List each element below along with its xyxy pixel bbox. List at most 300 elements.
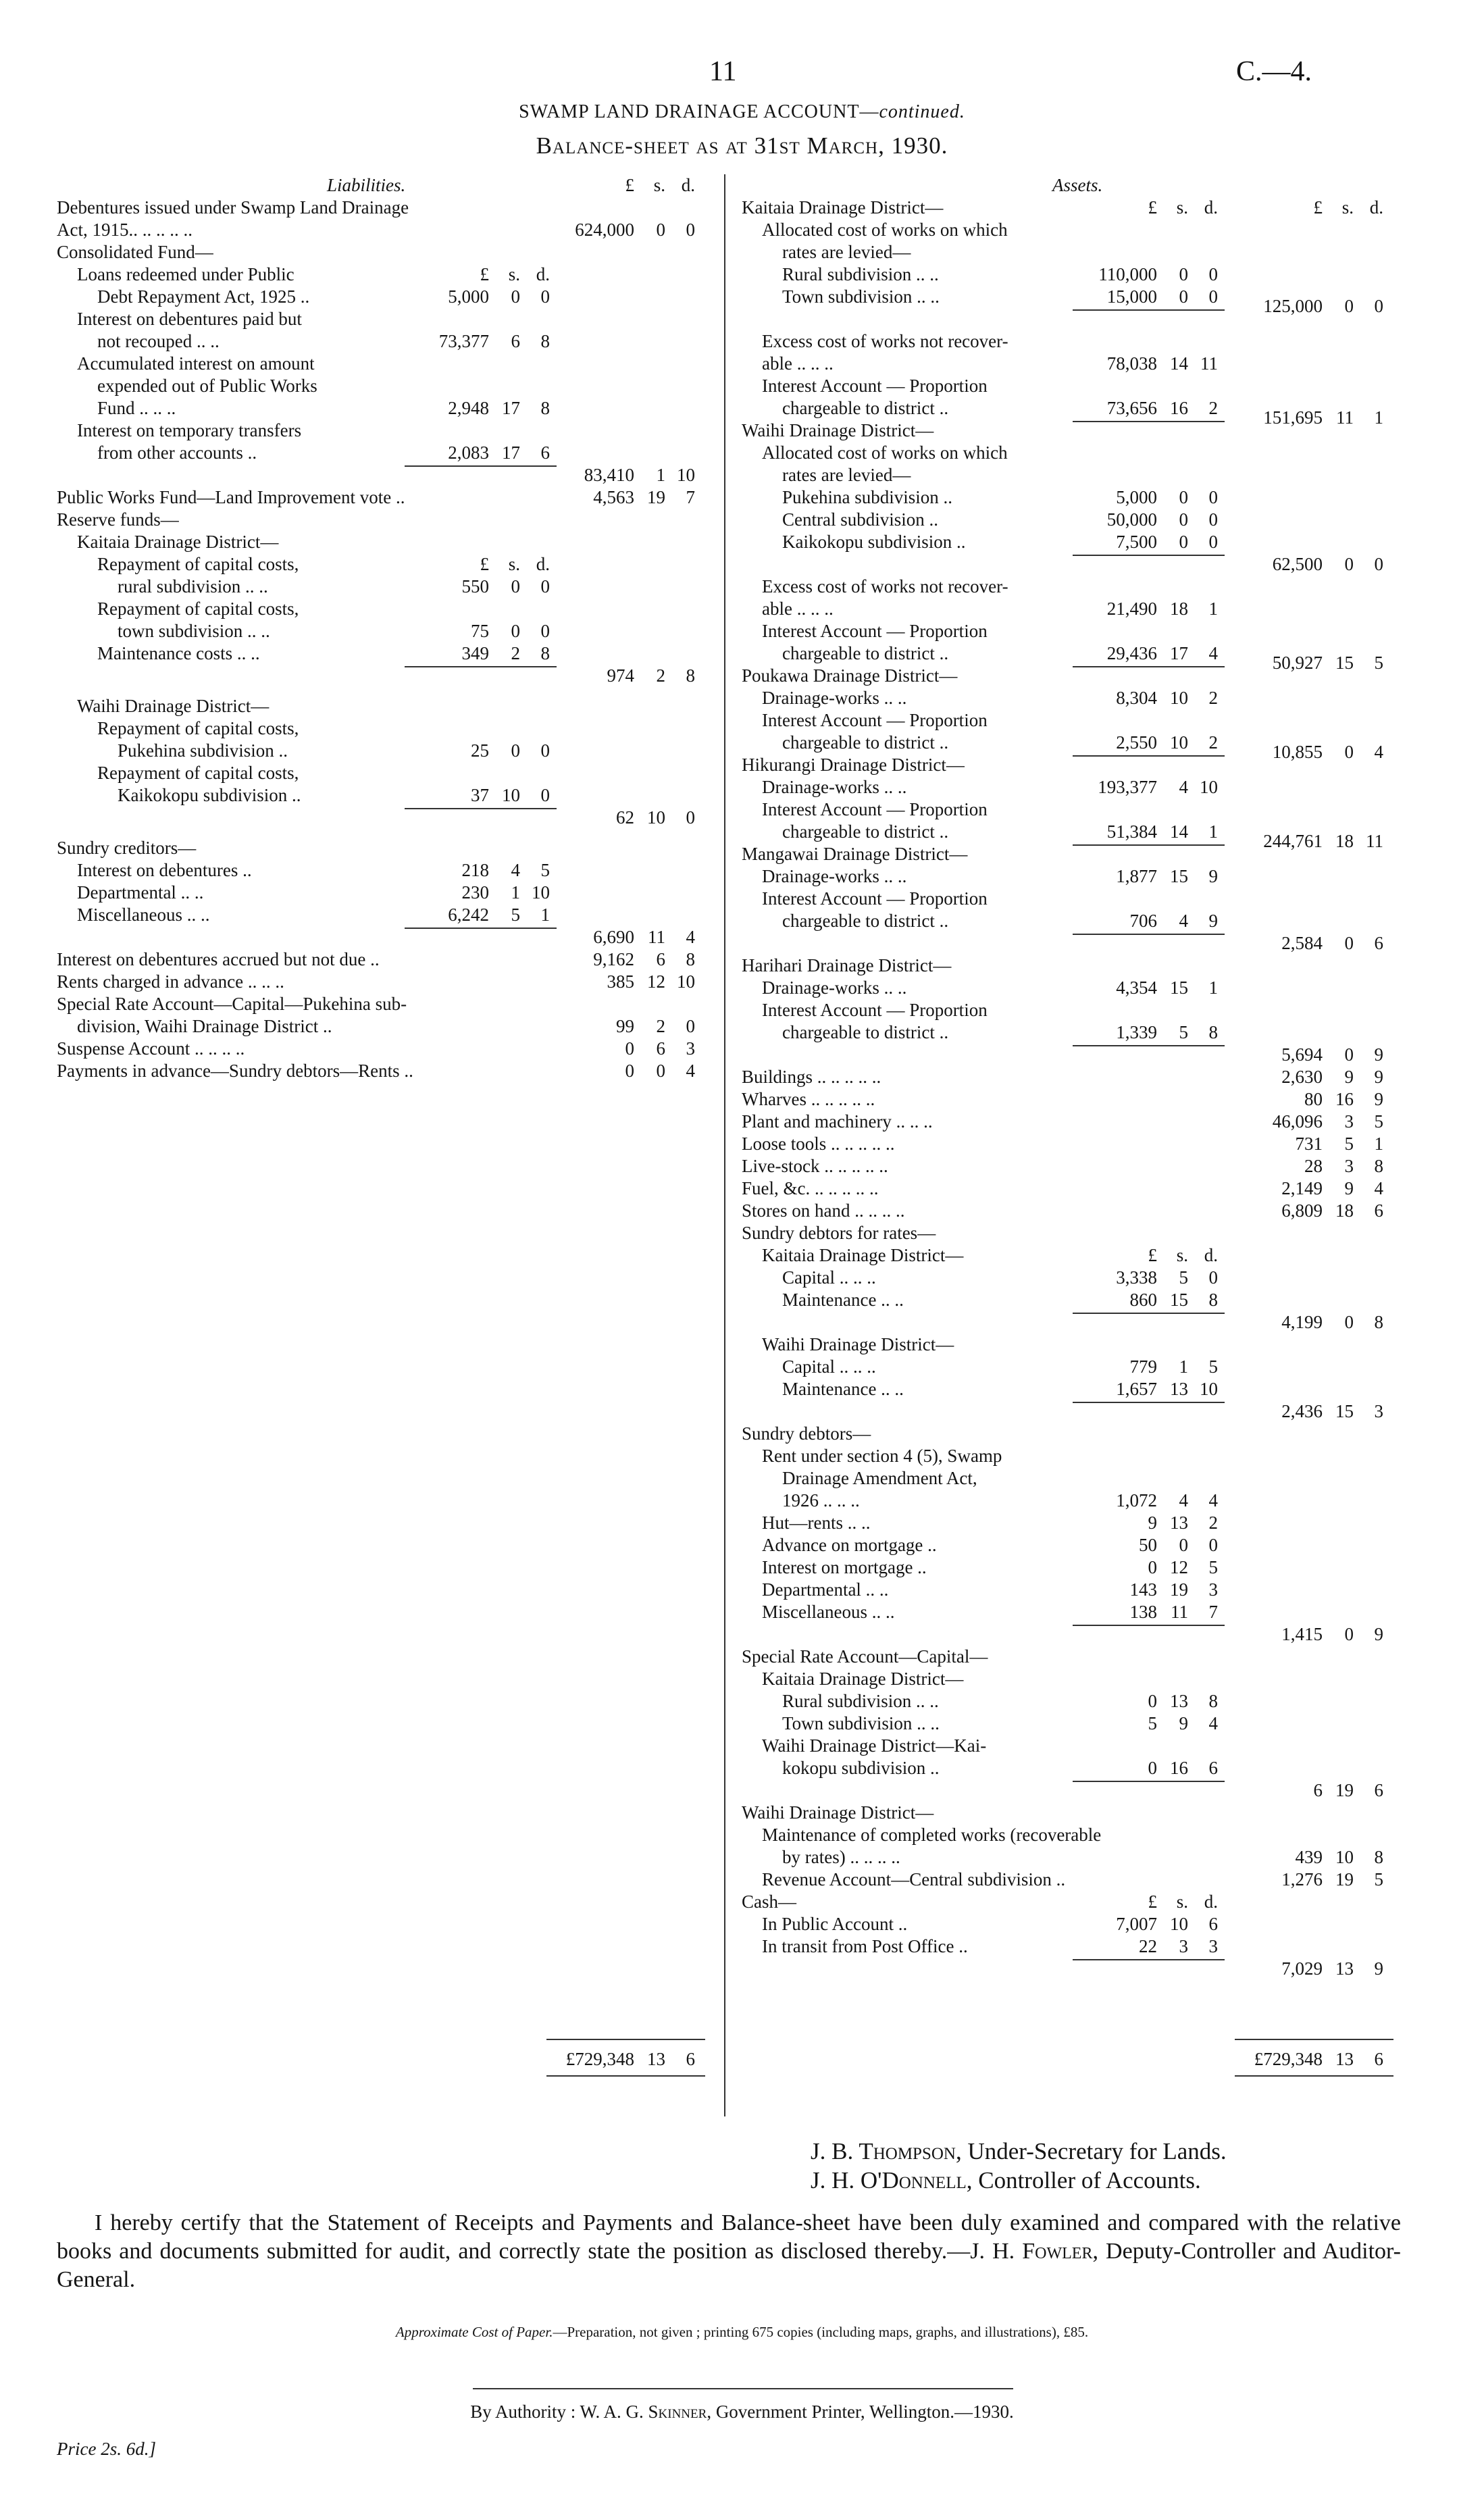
shillings-value: 12	[1170, 1557, 1188, 1577]
shillings-value: 6	[656, 1038, 665, 1059]
assets-label: chargeable to district ..	[782, 1022, 949, 1042]
pounds-value: 29,436	[1106, 643, 1157, 663]
assets-row	[742, 1869, 1410, 1891]
pounds-value: 99	[616, 1016, 634, 1036]
assets-label: Advance on mortgage ..	[762, 1535, 937, 1555]
pence-value: 2	[1208, 688, 1218, 708]
assets-label: kokopu subdivision ..	[782, 1758, 940, 1778]
liabilities-label: Miscellaneous .. ..	[77, 905, 210, 925]
liabilities-label: Rents charged in advance .. .. ..	[57, 971, 284, 992]
shillings-value: 11	[1336, 407, 1354, 428]
pounds-value: 50,927	[1272, 653, 1323, 673]
pence-value: 0	[686, 807, 695, 828]
pounds-value: £729,348	[1254, 2049, 1323, 2069]
liabilities-label: Payments in advance—Sundry debtors—Rents ..	[57, 1061, 413, 1081]
shillings-value: 13	[1335, 1958, 1354, 1979]
pounds-value: 2,083	[448, 442, 489, 463]
liabilities-label: Public Works Fund—Land Improvement vote ..	[57, 487, 405, 507]
liabilities-row	[57, 241, 709, 263]
shillings-value: 0	[511, 621, 520, 641]
pence-value: 4	[1208, 1713, 1218, 1733]
assets-row	[742, 576, 1410, 598]
shillings-value: 3	[1344, 1156, 1354, 1176]
shillings-value: 11	[648, 927, 665, 947]
assets-row	[742, 1088, 1410, 1111]
assets-row	[742, 263, 1410, 286]
pence-value: 11	[1200, 353, 1218, 374]
assets-row	[742, 1200, 1410, 1222]
pounds-value: 349	[461, 643, 489, 663]
assets-label: Drainage Amendment Act,	[782, 1468, 977, 1488]
shillings-value: 10	[1170, 1914, 1188, 1934]
liabilities-label: Repayment of capital costs,	[97, 718, 299, 738]
pounds-value: 0	[625, 1061, 634, 1081]
shillings-value: s.	[1341, 197, 1354, 218]
assets-label: Waihi Drainage District—	[742, 420, 934, 440]
assets-label: Maintenance .. ..	[782, 1290, 904, 1310]
pence-value: 3	[686, 1038, 695, 1059]
pounds-value: 0	[1148, 1691, 1157, 1711]
shillings-value: 0	[1179, 487, 1188, 507]
pence-value: 9	[1208, 866, 1218, 886]
shillings-value: 18	[1335, 1200, 1354, 1221]
liabilities-label: Act, 1915.. .. .. .. ..	[57, 220, 193, 240]
assets-label: Rent under section 4 (5), Swamp	[762, 1446, 1002, 1466]
assets-row	[742, 620, 1410, 642]
assets-row	[742, 732, 1410, 762]
assets-row	[742, 910, 1410, 932]
pounds-value: 50	[1139, 1535, 1157, 1555]
liabilities-label: Debentures issued under Swamp Land Drainage	[57, 197, 409, 218]
pence-value: 0	[686, 1016, 695, 1036]
pounds-value: 779	[1129, 1356, 1157, 1377]
pence-value: 8	[1208, 1290, 1218, 1310]
assets-row	[742, 509, 1410, 531]
assets-label: Town subdivision .. ..	[782, 1713, 940, 1733]
liabilities-row	[57, 837, 709, 859]
shillings-value: 1	[1179, 1356, 1188, 1377]
shillings-value: 15	[1170, 978, 1188, 998]
shillings-value: 0	[656, 1061, 665, 1081]
pence-value: 5	[1208, 1557, 1218, 1577]
liabilities-row	[57, 807, 709, 829]
assets-row	[742, 1133, 1410, 1155]
shillings-value: 19	[1335, 1869, 1354, 1889]
assets-label: Hikurangi Drainage District—	[742, 755, 965, 775]
liabilities-label: Repayment of capital costs,	[97, 763, 299, 783]
shillings-value: 9	[1344, 1178, 1354, 1198]
assets-label: Interest Account — Proportion	[762, 621, 988, 641]
pence-value: 9	[1374, 1624, 1383, 1644]
shillings-value: 0	[511, 286, 520, 307]
shillings-value: 2	[656, 665, 665, 686]
shillings-value: 16	[1335, 1089, 1354, 1109]
assets-row	[742, 1556, 1410, 1579]
pence-value: 0	[1208, 286, 1218, 307]
shillings-value: 4	[1179, 1490, 1188, 1511]
assets-total-row	[742, 2048, 1410, 2071]
total-rule	[1235, 2039, 1393, 2040]
assets-label: Allocated cost of works on which	[762, 442, 1008, 463]
pounds-value: 75	[471, 621, 489, 641]
shillings-value: 1	[511, 882, 520, 903]
assets-row	[742, 932, 1410, 955]
shillings-value: 13	[647, 2049, 665, 2069]
pence-value: d.	[1369, 197, 1383, 218]
pence-value: 0	[1208, 509, 1218, 530]
assets-row	[742, 464, 1410, 486]
shillings-value: 13	[1170, 1691, 1188, 1711]
pence-value: 9	[1208, 911, 1218, 931]
pounds-value: 0	[1148, 1758, 1157, 1778]
pounds-value: 21,490	[1106, 599, 1157, 619]
assets-row	[742, 1579, 1410, 1601]
liabilities-row	[57, 1038, 709, 1060]
assets-row	[742, 1356, 1410, 1378]
pence-value: 1	[540, 905, 550, 925]
liabilities-label: Interest on debentures paid but	[77, 309, 302, 329]
liabilities-row	[57, 784, 709, 807]
pence-value: 6	[1208, 1758, 1218, 1778]
assets-row	[742, 308, 1410, 330]
assets-row	[742, 1155, 1410, 1177]
liabilities-label: Debt Repayment Act, 1925 ..	[97, 286, 310, 307]
liabilities-label: Departmental .. ..	[77, 882, 204, 903]
assets-row	[742, 241, 1410, 263]
assets-row	[742, 286, 1410, 316]
assets-row	[742, 642, 1410, 673]
pounds-value: 4,563	[593, 487, 634, 507]
pence-value: 7	[1208, 1602, 1218, 1622]
pence-value: 8	[1374, 1156, 1383, 1176]
pounds-value: 78,038	[1106, 353, 1157, 374]
pounds-value: 974	[607, 665, 634, 686]
pence-value: 0	[1374, 554, 1383, 574]
pence-value: 0	[1208, 264, 1218, 284]
assets-row	[742, 1512, 1410, 1534]
liabilities-row	[57, 420, 709, 442]
shillings-value: 0	[1179, 509, 1188, 530]
liabilities-row	[57, 286, 709, 308]
pounds-value: 9,162	[593, 949, 634, 969]
assets-label: Departmental .. ..	[762, 1579, 889, 1600]
liabilities-row	[57, 904, 709, 926]
shillings-value: 0	[1344, 554, 1354, 574]
assets-row	[742, 442, 1410, 464]
pence-value: 2	[1208, 398, 1218, 418]
assets-row	[742, 1623, 1410, 1646]
assets-label: Town subdivision .. ..	[782, 286, 940, 307]
pence-value: 9	[1374, 1067, 1383, 1087]
assets-row	[742, 1467, 1410, 1490]
assets-label: chargeable to district ..	[782, 732, 949, 753]
assets-row	[742, 1334, 1410, 1356]
shillings-value: 19	[1170, 1579, 1188, 1600]
assets-row	[742, 1244, 1410, 1267]
assets-row	[742, 1066, 1410, 1088]
pence-value: 0	[540, 621, 550, 641]
pounds-value: 46,096	[1272, 1111, 1323, 1132]
assets-label: Drainage-works .. ..	[762, 866, 907, 886]
pounds-value: 860	[1129, 1290, 1157, 1310]
assets-row	[742, 798, 1410, 821]
pence-value: 3	[1208, 1579, 1218, 1600]
shillings-value: 5	[1179, 1267, 1188, 1288]
pounds-value: 5,000	[448, 286, 489, 307]
assets-row	[742, 1423, 1410, 1445]
pounds-value: £	[1148, 1245, 1157, 1265]
liabilities-row	[57, 971, 709, 993]
shillings-value: 0	[1179, 532, 1188, 552]
assets-label: able .. .. ..	[762, 353, 834, 374]
footer-rule	[473, 2388, 1013, 2389]
shillings-value: 0	[1179, 286, 1188, 307]
liabilities-column	[57, 174, 709, 2069]
pence-value: 11	[1366, 831, 1383, 851]
pounds-value: 5,000	[1116, 487, 1157, 507]
shillings-value: 4	[511, 860, 520, 880]
pounds-value: 7,029	[1281, 1958, 1323, 1979]
liabilities-label: town subdivision .. ..	[118, 621, 270, 641]
liabilities-row	[57, 642, 709, 665]
pounds-value: 550	[461, 576, 489, 596]
assets-label: Loose tools .. .. .. .. ..	[742, 1134, 895, 1154]
pounds-value: 6,690	[593, 927, 634, 947]
pence-value: 4	[686, 1061, 695, 1081]
shillings-value: 19	[647, 487, 665, 507]
assets-label: rates are levied—	[782, 465, 911, 485]
liabilities-label: from other accounts ..	[97, 442, 257, 463]
pounds-value: 62,500	[1272, 554, 1323, 574]
assets-row	[742, 1177, 1410, 1200]
liabilities-label: Maintenance costs .. ..	[97, 643, 260, 663]
pence-value: 10	[1200, 777, 1218, 797]
shillings-value: 18	[1335, 831, 1354, 851]
pounds-value: 6,809	[1281, 1200, 1323, 1221]
shillings-value: 10	[647, 807, 665, 828]
liabilities-row	[57, 948, 709, 971]
liabilities-row	[57, 464, 709, 486]
signature-thompson: J. B. Thompson, Under-Secretary for Lands.	[811, 2138, 1227, 2164]
assets-label: rates are levied—	[782, 242, 911, 262]
assets-label: chargeable to district ..	[782, 821, 949, 842]
liabilities-row	[57, 665, 709, 687]
liabilities-row	[57, 442, 709, 464]
shillings-value: 0	[656, 220, 665, 240]
pounds-value: 218	[461, 860, 489, 880]
shillings-value: 0	[1344, 742, 1354, 762]
pence-value: 6	[1374, 2049, 1383, 2069]
assets-label: Interest Account — Proportion	[762, 376, 988, 396]
pence-value: 10	[677, 465, 695, 485]
assets-row	[742, 1846, 1410, 1869]
pence-value: 7	[686, 487, 695, 507]
pence-value: 2	[1208, 1513, 1218, 1533]
liabilities-label: Loans redeemed under Public	[77, 264, 295, 284]
shillings-value: 0	[1344, 1312, 1354, 1332]
pounds-value: 4,354	[1116, 978, 1157, 998]
assets-row	[742, 865, 1410, 888]
assets-label: Poukawa Drainage District—	[742, 665, 958, 686]
balance-sheet-title: Balance-sheet as at 31st March, 1930.	[536, 132, 948, 159]
pence-value: d.	[1204, 1892, 1218, 1912]
shillings-value: 14	[1170, 353, 1188, 374]
pence-value: d.	[536, 554, 550, 574]
assets-label: Interest on mortgage ..	[762, 1557, 927, 1577]
shillings-value: 0	[1344, 1044, 1354, 1065]
pence-value: 0	[1374, 296, 1383, 316]
assets-label: chargeable to district ..	[782, 643, 949, 663]
pounds-value: 731	[1295, 1134, 1323, 1154]
liabilities-row	[57, 219, 709, 241]
liabilities-label: Repayment of capital costs,	[97, 599, 299, 619]
pence-value: 6	[1374, 933, 1383, 953]
printer-authority: By Authority : W. A. G. Skinner, Government Printer, Wellington.—1930.	[470, 2402, 1014, 2422]
pounds-value: 7,007	[1116, 1914, 1157, 1934]
pence-value: 5	[1374, 653, 1383, 673]
liabilities-row	[57, 598, 709, 620]
total-bottom-rule	[1235, 2075, 1393, 2077]
pounds-value: £729,348	[565, 2049, 634, 2069]
shillings-value: 12	[647, 971, 665, 992]
assets-row	[742, 397, 1410, 428]
pounds-value: 706	[1129, 911, 1157, 931]
assets-label: Buildings .. .. .. .. ..	[742, 1067, 881, 1087]
liabilities-label: Interest on temporary transfers	[77, 420, 302, 440]
pence-value: 0	[540, 785, 550, 805]
shillings-value: 19	[1335, 1780, 1354, 1800]
pence-value: 10	[1200, 1379, 1218, 1399]
assets-label: Rural subdivision .. ..	[782, 1691, 939, 1711]
column-heading: Assets.	[1052, 175, 1103, 195]
pounds-value: 4,199	[1281, 1312, 1323, 1332]
pounds-value: 37	[471, 785, 489, 805]
assets-row	[742, 1958, 1410, 1980]
pounds-value: 143	[1129, 1579, 1157, 1600]
pence-value: 0	[1208, 532, 1218, 552]
pounds-value: £	[480, 264, 489, 284]
assets-label: Interest Account — Proportion	[762, 1000, 988, 1020]
pence-value: 0	[1208, 1267, 1218, 1288]
shillings-value: 5	[1344, 1134, 1354, 1154]
liabilities-row	[57, 308, 709, 330]
pence-value: 6	[1374, 1780, 1383, 1800]
liabilities-label: Interest on debentures accrued but not due ..	[57, 949, 380, 969]
document-code: C.—4.	[1236, 56, 1312, 87]
assets-row	[742, 1891, 1410, 1913]
shillings-value: s.	[1176, 197, 1188, 218]
assets-label: Waihi Drainage District—Kai-	[762, 1735, 987, 1756]
shillings-value: 13	[1335, 2049, 1354, 2069]
liabilities-label: rural subdivision .. ..	[118, 576, 268, 596]
assets-label: Revenue Account—Central subdivision ..	[762, 1869, 1066, 1889]
audit-certificate: I hereby certify that the Statement of Receipts and Payments and Balance-sheet have been duly examined and compared with the relative books and documents submitted for audit, and correctly state the position as disclosed thereby.—J. H. Fowler, Deputy-Controller and Auditor-General.	[57, 2210, 1401, 2292]
liabilities-label: expended out of Public Works	[97, 376, 317, 396]
shillings-value: 15	[1335, 1401, 1354, 1421]
assets-label: Drainage-works .. ..	[762, 777, 907, 797]
liabilities-row	[57, 375, 709, 397]
pounds-value: 1,877	[1116, 866, 1157, 886]
liabilities-row	[57, 576, 709, 598]
shillings-value: 5	[1179, 1022, 1188, 1042]
pounds-value: £	[1148, 1892, 1157, 1912]
pounds-value: 624,000	[575, 220, 634, 240]
shillings-value: 3	[1179, 1936, 1188, 1956]
assets-label: Special Rate Account—Capital—	[742, 1646, 988, 1667]
shillings-value: 6	[511, 331, 520, 351]
page-number: 11	[709, 56, 737, 87]
pounds-value: 2,436	[1281, 1401, 1323, 1421]
shillings-value: s.	[508, 554, 520, 574]
column-divider	[724, 174, 725, 2116]
assets-row	[742, 1311, 1410, 1334]
pence-value: 5	[1374, 1869, 1383, 1889]
signature-odonnell: J. H. O'Donnell, Controller of Accounts.	[811, 2167, 1201, 2193]
assets-label: Excess cost of works not recover-	[762, 331, 1008, 351]
pounds-value: 125,000	[1263, 296, 1323, 316]
assets-row	[742, 1646, 1410, 1668]
pounds-value: £	[1313, 197, 1323, 218]
shillings-value: 4	[1179, 911, 1188, 931]
assets-row	[742, 1490, 1410, 1512]
liabilities-label: Repayment of capital costs,	[97, 554, 299, 574]
pounds-value: 0	[1148, 1557, 1157, 1577]
assets-row	[742, 1534, 1410, 1556]
shillings-value: 6	[656, 949, 665, 969]
assets-label: Capital .. .. ..	[782, 1267, 876, 1288]
liabilities-row	[57, 740, 709, 762]
pence-value: 4	[1374, 1178, 1383, 1198]
pence-value: d.	[681, 175, 695, 195]
pence-value: 8	[540, 643, 550, 663]
liabilities-row	[57, 695, 709, 717]
assets-label: Interest Account — Proportion	[762, 710, 988, 730]
pence-value: 1	[1208, 821, 1218, 842]
assets-label: Cash—	[742, 1892, 796, 1912]
pounds-value: 151,695	[1263, 407, 1323, 428]
pence-value: 4	[1208, 1490, 1218, 1511]
shillings-value: 14	[1170, 821, 1188, 842]
pounds-value: 83,410	[584, 465, 634, 485]
pounds-value: 9	[1148, 1513, 1157, 1533]
assets-label: Sundry debtors—	[742, 1423, 871, 1444]
shillings-value: 3	[1344, 1111, 1354, 1132]
pounds-value: £	[480, 554, 489, 574]
shillings-value: s.	[1176, 1892, 1188, 1912]
pounds-value: 1,657	[1116, 1379, 1157, 1399]
assets-label: Harihari Drainage District—	[742, 955, 952, 975]
assets-label: Kaitaia Drainage District—	[762, 1245, 964, 1265]
liabilities-row	[57, 859, 709, 882]
liabilities-row	[57, 263, 709, 286]
assets-row	[742, 1690, 1410, 1712]
pence-value: 9	[1374, 1958, 1383, 1979]
assets-row	[742, 1289, 1410, 1311]
liabilities-label: Kaitaia Drainage District—	[77, 532, 279, 552]
pounds-value: 2,550	[1116, 732, 1157, 753]
shillings-value: 5	[511, 905, 520, 925]
liabilities-row	[57, 1060, 709, 1082]
liabilities-label: Pukehina subdivision ..	[118, 740, 288, 761]
shillings-value: 9	[1179, 1713, 1188, 1733]
shillings-value: 10	[1335, 1847, 1354, 1867]
shillings-value: 10	[1170, 732, 1188, 753]
assets-column	[742, 174, 1410, 2069]
pence-value: 1	[1374, 1134, 1383, 1154]
shillings-value: 1	[656, 465, 665, 485]
assets-row	[742, 1779, 1410, 1802]
shillings-value: 0	[1179, 264, 1188, 284]
